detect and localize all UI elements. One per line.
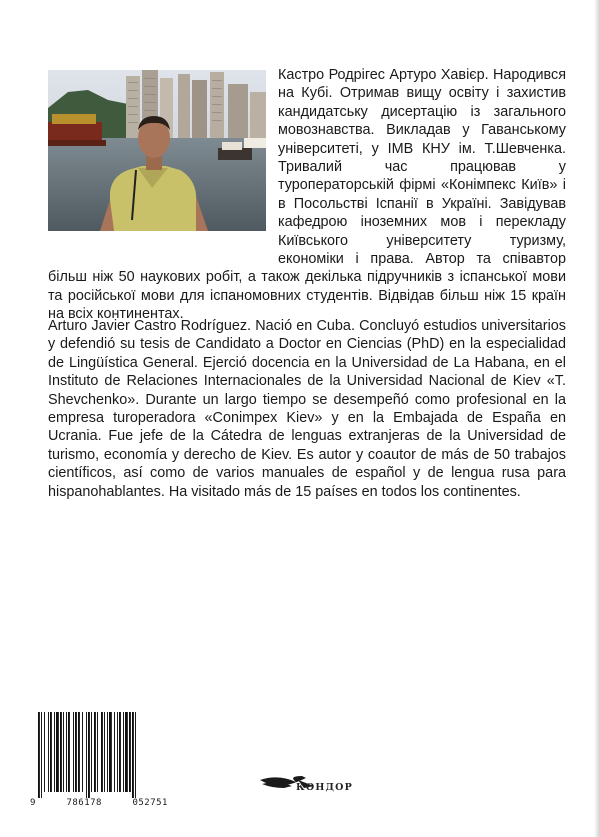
isbn-barcode xyxy=(30,712,168,812)
barcode-bar xyxy=(123,712,124,792)
barcode-bar xyxy=(38,712,40,798)
barcode-bar xyxy=(125,712,128,792)
biography-ukrainian xyxy=(48,66,566,324)
barcode-bar xyxy=(75,712,77,792)
barcode-digits-right: 052751 xyxy=(132,798,168,808)
scan-edge-shadow xyxy=(594,0,600,837)
publisher-name: КОНДОР xyxy=(296,782,353,793)
barcode-bar xyxy=(132,712,134,798)
barcode-bar xyxy=(119,712,121,792)
biography-spanish xyxy=(48,317,566,501)
barcode-bar xyxy=(109,712,112,792)
barcode-bar xyxy=(97,712,98,792)
barcode-bar xyxy=(73,712,74,792)
barcode-bar xyxy=(41,712,42,798)
barcode-bar xyxy=(78,712,80,792)
biography-spanish-text: Arturo Javier Castro Rodríguez. Nació en Cuba. Concluyó estudios universitarios y defendió su tesis de Candidato a Doctor en Ciencias (PhD) en la especialidad de Lingüística General. Ejerció docencia en la Universidad de La Habana, en el Instituto de Relaciones Internacionales de la Universidad Nacional de Kiev «T. Shevchenko». Durante un largo tiempo se desempeñó como profesional en la empresa turoperadora «Conimpex Kiev» y en la Embajada de España en Ucrania. Fue jefe de la Cátedra de lenguas extranjeras de la Universidad de turismo, economía y derecho de Kiev. Es autor y coautor de más de 50 trabajos científicos, así como de varios manuales de español y de lengua rusa para hispanohablantes. Ha visitado más de 15 países en todos los continentes. xyxy=(48,318,566,500)
barcode-bar xyxy=(50,712,52,792)
barcode-bar xyxy=(104,712,105,792)
biography-ukrainian-text: Кастро Родрігес Артуро Хавієр. Народився на Кубі. Отримав вищу освіту і захистив кандидатську дисертацію із загального мовознавства. Викладав у Гаванському університеті, у ІМВ КНУ ім. Т.Шевченка. Тривалий час працював у туроператорській фірмі «Конімпекс Київ» і в Посольстві Іспанії в Україні. Завідував кафедрою іноземних мов і перекладу Київського університету туризму, економіки і права. Автор та співавтор більш ніж 50 наукових робіт, а також декілька підручників з іспанської мови та російської мови для іспаномовних студентів. Відвідав більш ніж 15 країн на всіх континентах. xyxy=(48,67,566,323)
barcode-bar xyxy=(54,712,55,792)
barcode-digit-prefix: 9 xyxy=(30,798,36,808)
barcode-bar xyxy=(60,712,62,792)
barcode-bar xyxy=(117,712,118,792)
photo-spacer xyxy=(48,66,278,268)
barcode-bar xyxy=(63,712,64,792)
barcode-bar xyxy=(66,712,67,792)
barcode-bar xyxy=(91,712,92,792)
barcode-bar xyxy=(107,712,108,792)
barcode-bars-icon xyxy=(30,712,168,798)
barcode-bar xyxy=(48,712,49,792)
barcode-bar xyxy=(86,712,87,798)
barcode-bar xyxy=(68,712,70,792)
barcode-bar xyxy=(94,712,96,792)
barcode-bar xyxy=(129,712,131,792)
barcode-digits-left: 786178 xyxy=(66,798,102,808)
barcode-bar xyxy=(88,712,90,798)
barcode-bar xyxy=(135,712,136,798)
barcode-bar xyxy=(44,712,45,792)
barcode-bar xyxy=(101,712,103,792)
barcode-bar xyxy=(56,712,59,792)
barcode-bar xyxy=(82,712,83,792)
barcode-bar xyxy=(114,712,115,792)
barcode-digits xyxy=(30,798,168,808)
